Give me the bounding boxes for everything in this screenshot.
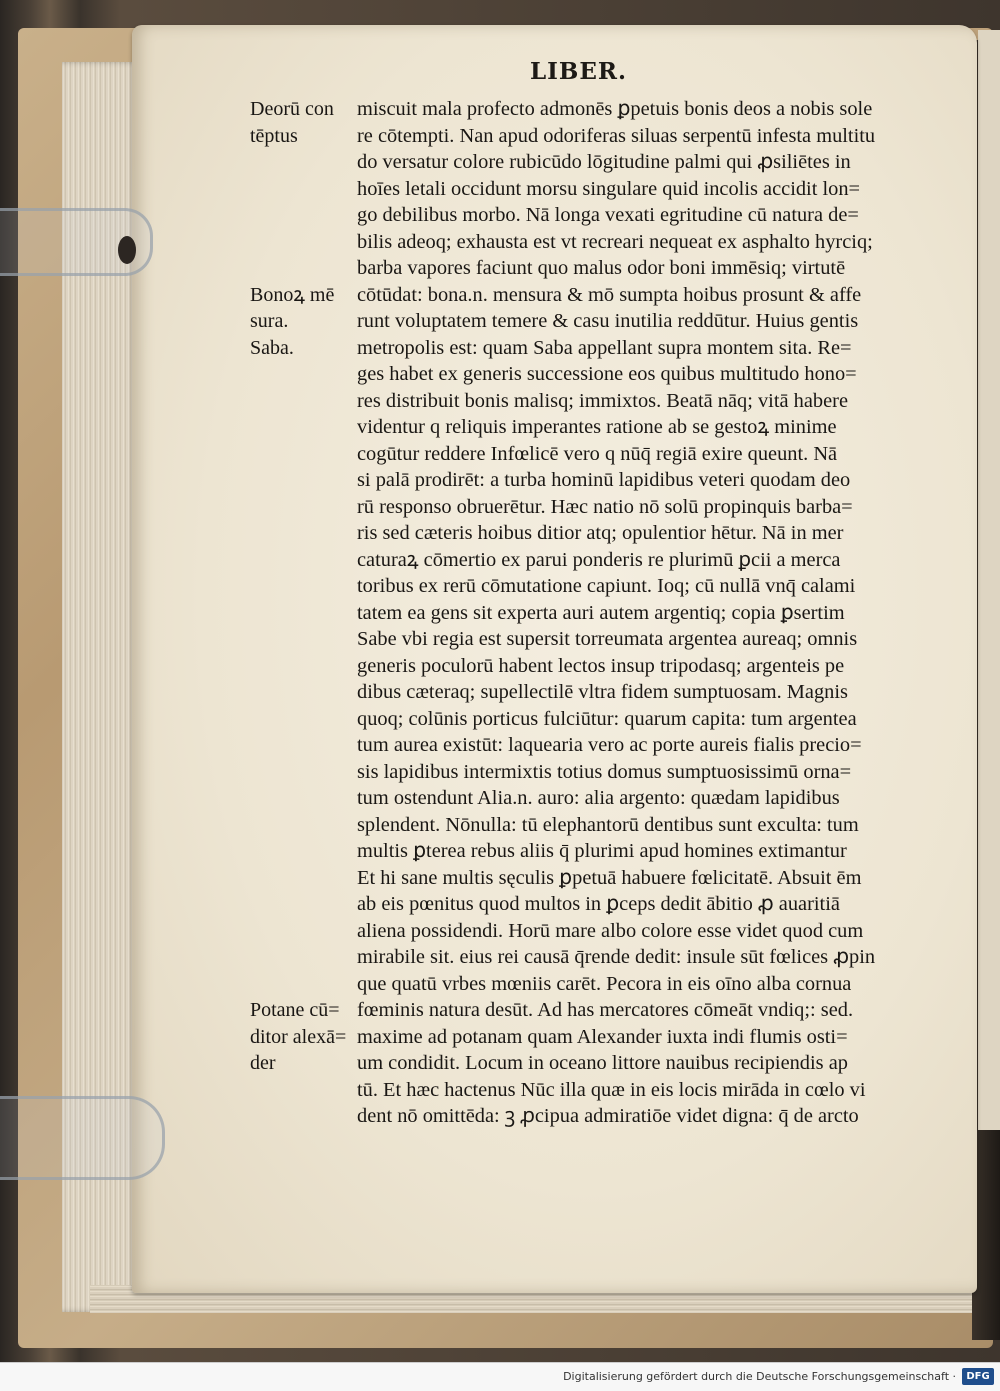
text-line: que quatū vrbes mœniis carēt. Pecora in eis oīno alba cornua	[357, 972, 852, 995]
clip-shadow-mark	[118, 236, 136, 264]
text-line: aliena possidendi. Horū mare albo colore esse videt quod cum	[357, 919, 864, 942]
text-line: Et hi sane multis sęculis ꝑpetuā habuere fœlicitatē. Absuit ēm	[357, 866, 862, 889]
text-line: sis lapidibus intermixtis totius domus sumptuosissimū orna=	[357, 760, 852, 783]
text-line: do versatur colore rubicūdo lōgitudine palmi qui ꝓsiliētes in	[357, 151, 851, 173]
facing-page-edge	[978, 30, 1000, 1130]
margin-note-saba: Saba.	[250, 336, 294, 359]
text-line: dibus cæteraq; supellectilē vltra fidem sumptuosam. Magnis	[357, 681, 848, 703]
page-clip-lower	[0, 1096, 165, 1180]
text-line: tatem ea gens sit experta auri autem argentiq; copia ꝑsertim	[357, 601, 845, 624]
text-line: miscuit mala profecto admonēs ꝑpetuis bonis deos a nobis sole	[357, 98, 873, 120]
text-line: fœminis natura desūt. Ad has mercatores cōmeāt vndiq;: sed.	[357, 999, 854, 1021]
text-line: bilis adeoq; exhausta est vt recreari nequeat ex asphalto hyrciq;	[357, 230, 873, 253]
text-line: cogūtur reddere Infœlicē vero q nūq̄ regiā exire queunt. Nā	[357, 442, 838, 465]
margin-note-deorum: Deorū con tēptus	[250, 98, 334, 147]
text-line: tū. Et hæc hactenus Nūc illa quæ in eis locis mirāda in cœlo vi	[357, 1078, 866, 1101]
main-text-block	[357, 96, 927, 1130]
text-line: ab eis pœnitus quod multos in ꝑceps dedit ābitio ꝓ auaritiā	[357, 893, 840, 915]
text-line: ges habet ex generis successione eos quibus multitudo hono=	[357, 363, 857, 385]
text-line: videntur q reliquis imperantes ratione ab se gestoꝝ minime	[357, 416, 837, 438]
text-line: res distribuit bonis malisq; immixtos. Beatā nāq; vitā habere	[357, 389, 848, 412]
text-line: ris sed cæteris hoibus ditior atq; opulentior hētur. Nā in mer	[357, 522, 844, 544]
margin-note-bonorum: Bonoꝝ mē sura.	[250, 283, 335, 332]
text-line: cōtūdat: bona.n. mensura & mō sumpta hoibus prosunt & affe	[357, 283, 862, 306]
text-line: si palā prodirēt: a turba hominū lapidibus veteri quodam deo	[357, 469, 851, 491]
text-line: quoq; colūnis porticus fulciūtur: quarum capita: tum argentea	[357, 707, 857, 730]
text-line: barba vapores faciunt quo malus odor boni immēsiq; virtutē	[357, 257, 846, 279]
margin-note-potane: Potane cū= ditor alexā= der	[250, 999, 347, 1074]
text-line: splendent. Nōnulla: tū elephantorū dentibus sunt exculta: tum	[357, 813, 859, 836]
text-line: runt voluptatem temere & casu inutilia reddūtur. Huius gentis	[357, 310, 859, 332]
text-line: dent nō omittēda: ꝫ ꝓcipua admiratiōe videt digna: q̄ de arcto	[357, 1105, 859, 1127]
text-line: toribus ex rerū cōmutatione capiunt. Ioq; cū nullā vnq̄ calami	[357, 575, 856, 597]
text-line: re cōtempti. Nan apud odoriferas siluas serpentū infesta multitu	[357, 124, 876, 147]
funding-credit: Digitalisierung gefördert durch die Deutsche Forschungsgemeinschaft ·	[563, 1370, 956, 1383]
text-line: go debilibus morbo. Nā longa vexati egritudine cū natura de=	[357, 204, 859, 226]
text-line: rū responso obruerētur. Hæc natio nō solū propinquis barba=	[357, 495, 853, 518]
text-line: mirabile sit. eius rei causā q̄rende dedit: insule sūt fœlices ꝓpin	[357, 946, 876, 968]
text-line: tum aurea existūt: laquearia vero ac porte aureis fialis precio=	[357, 734, 862, 756]
text-line: hoīes letali occidunt morsu singulare quid incolis accidit lon=	[357, 177, 861, 200]
text-line: tum ostendunt Alia.n. auro: alia argento: quædam lapidibus	[357, 787, 840, 809]
text-line: um condidit. Locum in oceano littore nauibus recipiendis ap	[357, 1052, 848, 1074]
text-line: generis poculorū habent lectos insup tripodasq; argenteis pe	[357, 654, 845, 677]
text-line: metropolis est: quam Saba appellant supra montem sita. Re=	[357, 336, 852, 359]
text-line: Sabe vbi regia est supersit torreumata argentea aureaq; omnis	[357, 628, 858, 650]
text-line: caturaꝝ cōmertio ex parui ponderis re plurimū ꝑcii a merca	[357, 548, 841, 571]
dfg-logo: DFG	[962, 1368, 994, 1385]
footer-bar	[0, 1362, 1000, 1391]
text-line: multis ꝑterea rebus aliis q̄ plurimi apud homines extimantur	[357, 840, 847, 862]
text-line: maxime ad potanam quam Alexander iuxta indi flumis osti=	[357, 1025, 848, 1048]
running-head: LIBER.	[530, 58, 628, 85]
